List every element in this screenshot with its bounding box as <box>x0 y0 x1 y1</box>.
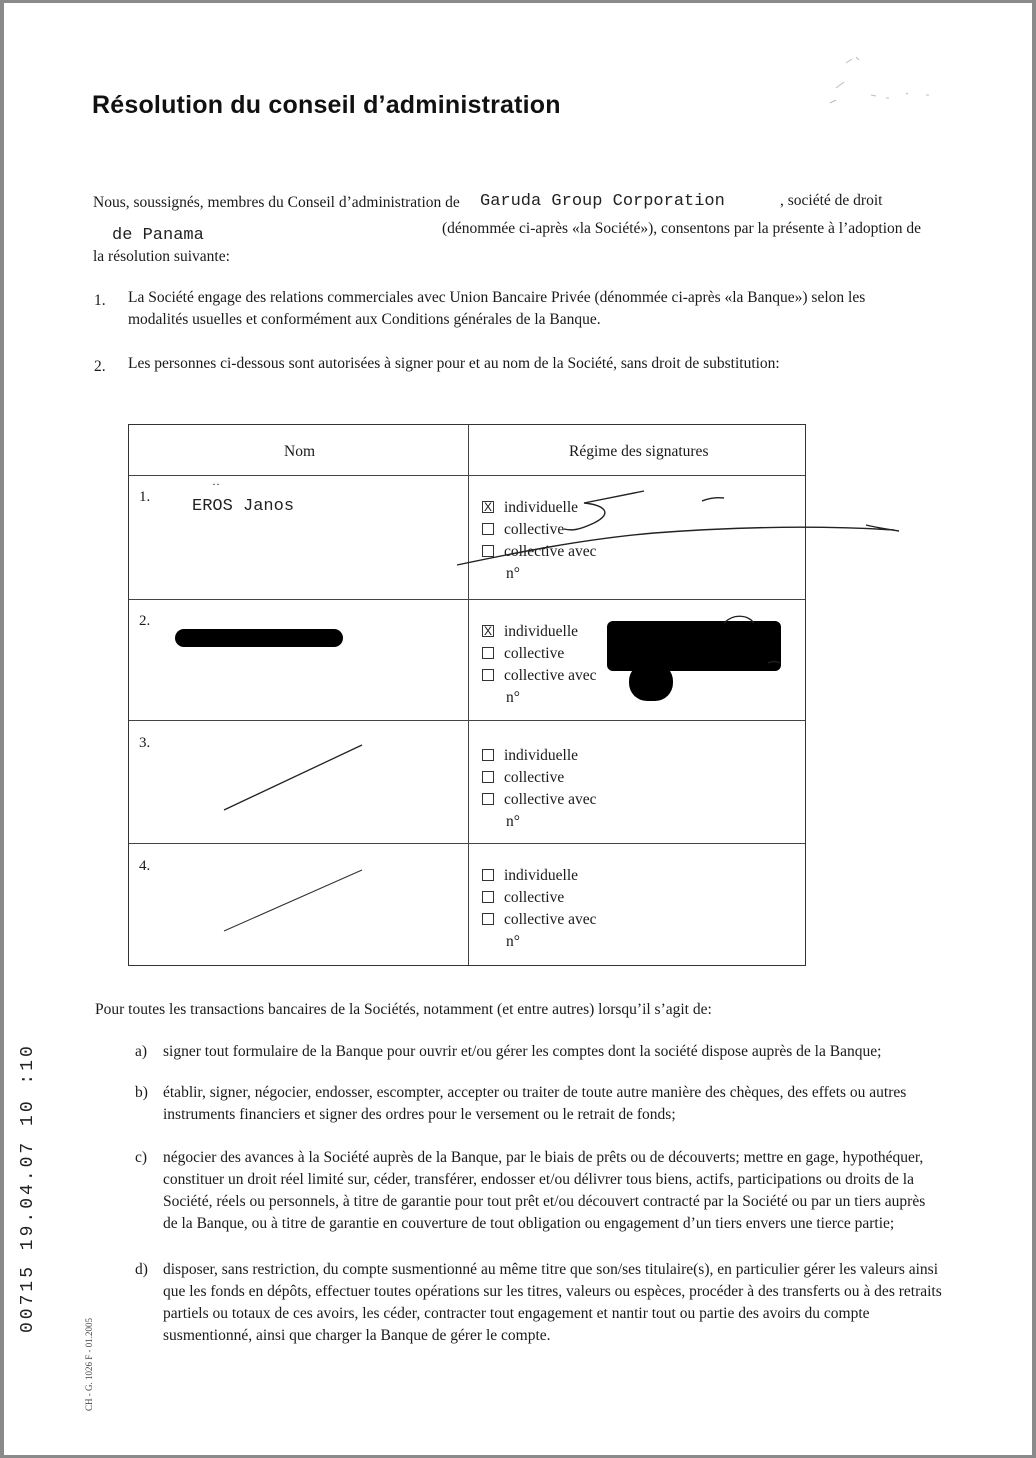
form-code: CH - G. 1026 F - 01.2005 <box>84 1317 94 1411</box>
checkbox-icon[interactable] <box>482 913 494 925</box>
option-number: n° <box>506 813 520 830</box>
option-collective[interactable]: collective <box>482 767 597 789</box>
point-text: Les personnes ci-dessous sont autorisées à signer pour et au nom de la Société, sans droit de substitution: <box>128 355 780 372</box>
header-regime: Régime des signatures <box>569 443 709 460</box>
checkbox-icon[interactable] <box>482 771 494 783</box>
jurisdiction: de Panama <box>112 226 204 245</box>
intro-line2: (dénommée ci-après «la Société»), consentons par la présente à l’adoption de <box>442 220 922 237</box>
checkbox-checked-icon[interactable]: X <box>483 624 492 638</box>
header-name: Nom <box>284 443 315 460</box>
point-number: 1. <box>94 292 106 309</box>
intro-suffix: , société de droit <box>780 192 883 209</box>
row-number: 3. <box>139 735 151 751</box>
option-collective[interactable]: collective <box>482 887 597 909</box>
transactions-intro: Pour toutes les transactions bancaires de la Sociétés, notamment (et entre autres) lorsqu’il s’agit de: <box>95 1001 712 1018</box>
redaction-block <box>629 663 673 701</box>
redaction-bar <box>175 629 343 647</box>
regime-options <box>482 865 597 953</box>
intro-prefix: Nous, soussignés, membres du Conseil d’administration de <box>93 194 460 211</box>
row-number: 4. <box>139 858 151 874</box>
point-text: La Société engage des relations commerciales avec Union Bancaire Privée (dénommée ci-après «la Banque») selon les modalités usuelles et conformément aux Conditions générales de la Banque. <box>128 289 866 328</box>
signatory-name: EROS Janos <box>192 497 295 516</box>
row-number: 1. <box>139 489 151 505</box>
handwritten-signature <box>454 483 914 573</box>
document-page: Résolution du conseil d’administration Nous, soussignés, membres du Conseil d’administration de Garuda Group Corporation , société de droit de Panama (dénommée ci-après «la Société»), consentons par la présente à l’adoption de la résolution suivante: 1. La Société engage des relations commerciales avec Union Bancaire Privée (dénommée ci-après «la Banque») selon les modalités usuelles et conformément aux Conditions générales de la Banque. 2. Les personnes ci-dessous sont autorisées à signer pour et au nom de la Société, sans droit de substitution: Nom Régime des signatures 1. ·· EROS Janos X individuelle collective collective avec n° 2. X individuelle collective collective avec n° 3. individuelle collective collective avec n° 4. individuelle collective collective avec n° Pour toutes les transactions bancaires de la Sociétés, notamment (et entre autres) lorsqu’il s’agit de: a) signer tout formulaire de la Banque pour ouvrir et/ou gérer les comptes dont la société dispose auprès de la Banque; b) établir, signer, négocier, endosser, escompter, accepter ou traiter de toute autre manière des chèques, des effets ou autres instruments financiers et signer des ordres pour le versement ou le retrait de fonds; c) négocier des avances à la Société auprès de la Banque, par le biais de prêts ou de découverts; mettre en gage, hypothéquer, constituer un droit réel limité sur, céder, transférer, endosser et/ou délivrer tous biens, actifs, participations ou droits de la Société, réels ou personnels, à titre de garantie pour tout prêt et/ou découvert contracté par la Société ou par un tiers auprès de la Banque, ou à titre de garantie en couverture de tout obligation ou engagement d’un tiers envers une tierce partie; d) disposer, sans restriction, du compte susmentionné au même titre que son/ses titulaire(s), en particulier gérer les valeurs ainsi que les fonds en dépôts, effectuer toutes opérations sur les titres, valeurs ou espèces, procéder à des transferts ou à des retraits partiels ou totaux de ces avoirs, les céder, contracter tout engagement et nantir tout ou partie des avoirs du compte susmentionné, ainsi que charger la Banque de gérer le compte. 00715 19.04.07 10 :10 CH - G. 1026 F - 01.2005 <box>4 3 1032 1455</box>
company-name: Garuda Group Corporation <box>480 192 725 211</box>
option-individuelle[interactable]: individuelle <box>482 865 597 887</box>
strike-line <box>219 740 369 815</box>
intro-line3: la résolution suivante: <box>93 248 230 265</box>
point-number: 2. <box>94 358 106 375</box>
option-collective-avec[interactable]: collective avec <box>482 541 597 563</box>
strike-line <box>219 865 369 937</box>
row-divider <box>129 475 805 476</box>
checkbox-checked-icon[interactable]: X <box>483 500 492 514</box>
regime-options <box>482 621 597 709</box>
checkbox-icon[interactable] <box>482 669 494 681</box>
row-divider <box>129 599 805 600</box>
option-collective[interactable]: collective <box>482 519 597 541</box>
option-collective[interactable]: collective <box>482 643 597 665</box>
option-individuelle[interactable]: X individuelle <box>483 499 579 516</box>
checkbox-icon[interactable] <box>482 749 494 761</box>
fax-timestamp: 00715 19.04.07 10 :10 <box>18 1043 38 1333</box>
checkbox-icon[interactable] <box>482 647 494 659</box>
row-number: 2. <box>139 613 151 629</box>
checkbox-icon[interactable] <box>482 891 494 903</box>
option-collective-avec[interactable]: collective avec <box>482 665 597 687</box>
option-collective-avec[interactable]: collective avec <box>482 789 597 811</box>
row-divider <box>129 843 805 844</box>
diaeresis-mark: ·· <box>212 477 220 491</box>
option-collective-avec[interactable]: collective avec <box>482 909 597 931</box>
scan-speckle <box>816 43 946 113</box>
option-number: n° <box>506 565 520 582</box>
option-number: n° <box>506 933 520 950</box>
document-title: Résolution du conseil d’administration <box>92 91 561 119</box>
option-individuelle[interactable]: individuelle <box>482 745 597 767</box>
row-divider <box>129 720 805 721</box>
checkbox-icon[interactable] <box>482 793 494 805</box>
handwritten-signature <box>704 611 794 671</box>
checkbox-icon[interactable] <box>482 869 494 881</box>
regime-options <box>482 745 597 833</box>
option-individuelle[interactable]: X individuelle <box>483 623 579 640</box>
option-number: n° <box>506 689 520 706</box>
